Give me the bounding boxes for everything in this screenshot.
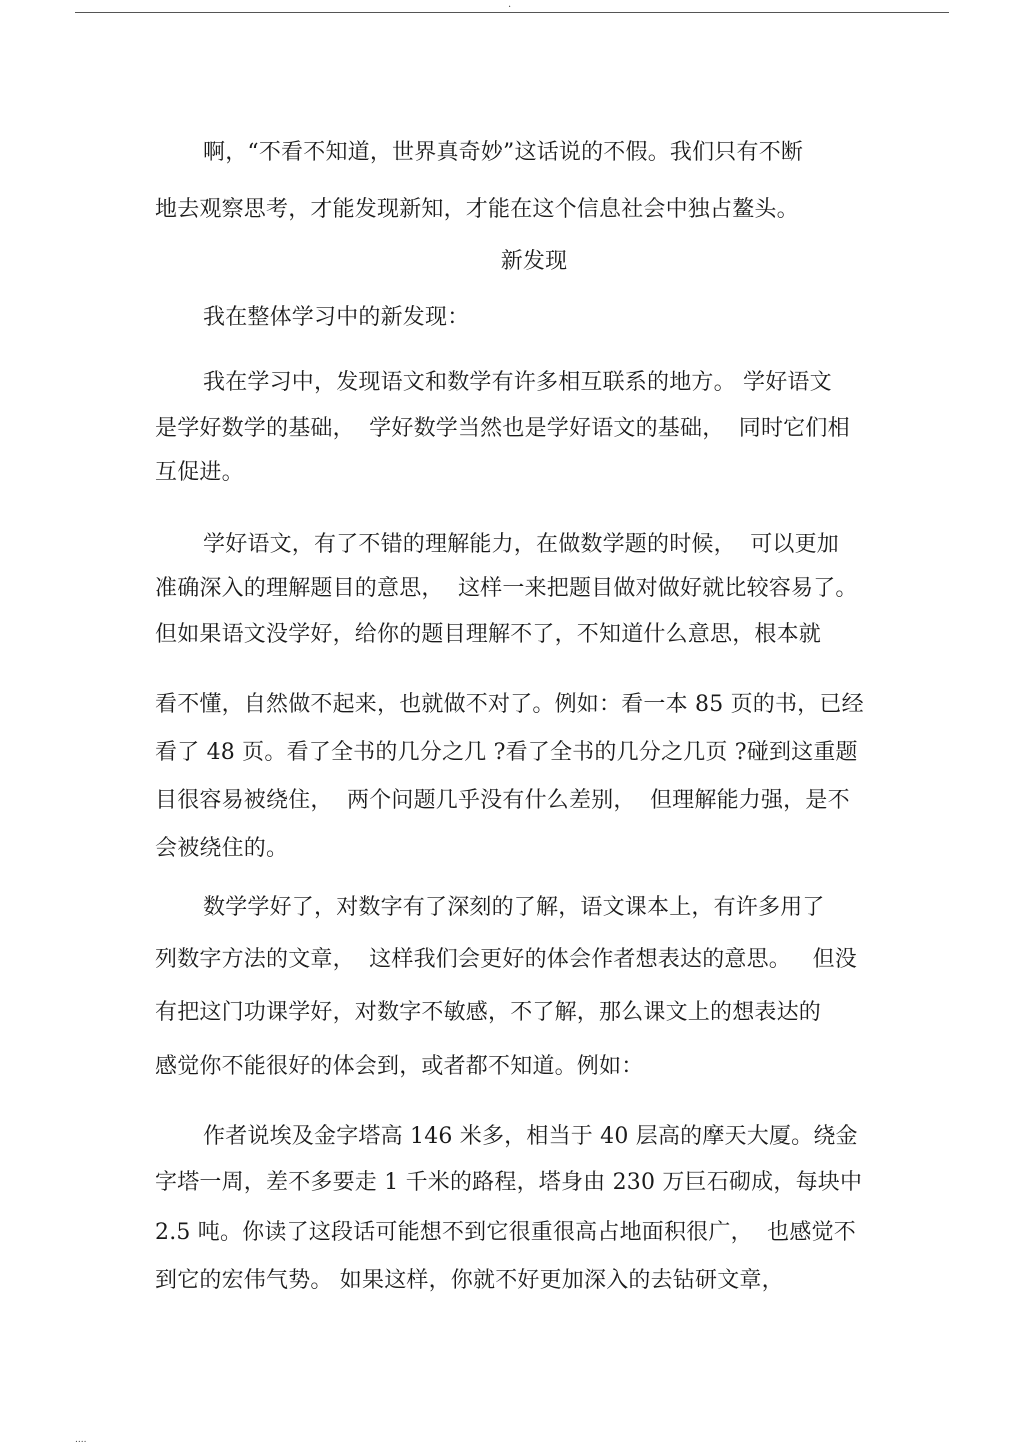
paragraph-line: 是学好数学的基础， 学好数学当然也是学好语文的基础， 同时它们相 xyxy=(155,416,850,441)
paragraph-line: 会被绕住的。 xyxy=(155,836,289,861)
header-rule xyxy=(75,12,949,13)
paragraph-line: 但如果语文没学好，给你的题目理解不了，不知道什么意思，根本就 xyxy=(155,622,822,647)
paragraph-line: 有把这门功课学好，对数字不敏感，不了解，那么课文上的想表达的 xyxy=(155,1000,822,1025)
paragraph-line: 数学学好了，对数字有了深刻的了解，语文课本上，有许多用了 xyxy=(203,895,825,920)
paragraph-line: 我在整体学习中的新发现： xyxy=(203,305,470,330)
paragraph-line: 字塔一周，差不多要走 1 千米的路程，塔身由 230 万巨石砌成，每块中 xyxy=(155,1170,863,1195)
paragraph-line: 目很容易被绕住， 两个问题几乎没有什么差别， 但理解能力强，是不 xyxy=(155,788,850,813)
paragraph-line: 看不懂，自然做不起来，也就做不对了。例如：看一本 85 页的书，已经 xyxy=(155,692,864,717)
paragraph-line: 互促进。 xyxy=(155,460,244,485)
paragraph-line: 啊，“不看不知道，世界真奇妙”这话说的不假。我们只有不断 xyxy=(203,140,804,165)
paragraph-line: 学好语文，有了不错的理解能力，在做数学题的时候， 可以更加 xyxy=(203,532,839,557)
paragraph-line: 列数字方法的文章， 这样我们会更好的体会作者想表达的意思。 但没 xyxy=(155,947,857,972)
paragraph-line: 我在学习中，发现语文和数学有许多相互联系的地方。 学好语文 xyxy=(203,370,832,395)
header-dot: . xyxy=(508,0,512,10)
paragraph-line: 感觉你不能很好的体会到，或者都不知道。例如： xyxy=(155,1054,644,1079)
paragraph-line: 到它的宏伟气势。 如果这样，你就不好更加深入的去钻研文章， xyxy=(155,1268,784,1293)
paragraph-line: 作者说埃及金字塔高 146 米多，相当于 40 层高的摩天大厦。绕金 xyxy=(203,1124,858,1149)
section-heading: 新发现 xyxy=(500,249,568,274)
paragraph-line: 看了 48 页。看了全书的几分之几 ?看了全书的几分之几页 ?碰到这重题 xyxy=(155,740,858,765)
paragraph-line: 准确深入的理解题目的意思， 这样一来把题目做对做好就比较容易了。 xyxy=(155,576,858,601)
footer-mark: .... xyxy=(75,1435,87,1445)
paragraph-line: 2.5 吨。你读了这段话可能想不到它很重很高占地面积很广， 也感觉不 xyxy=(155,1220,856,1245)
paragraph-line: 地去观察思考，才能发现新知，才能在这个信息社会中独占鳌头。 xyxy=(155,197,799,222)
